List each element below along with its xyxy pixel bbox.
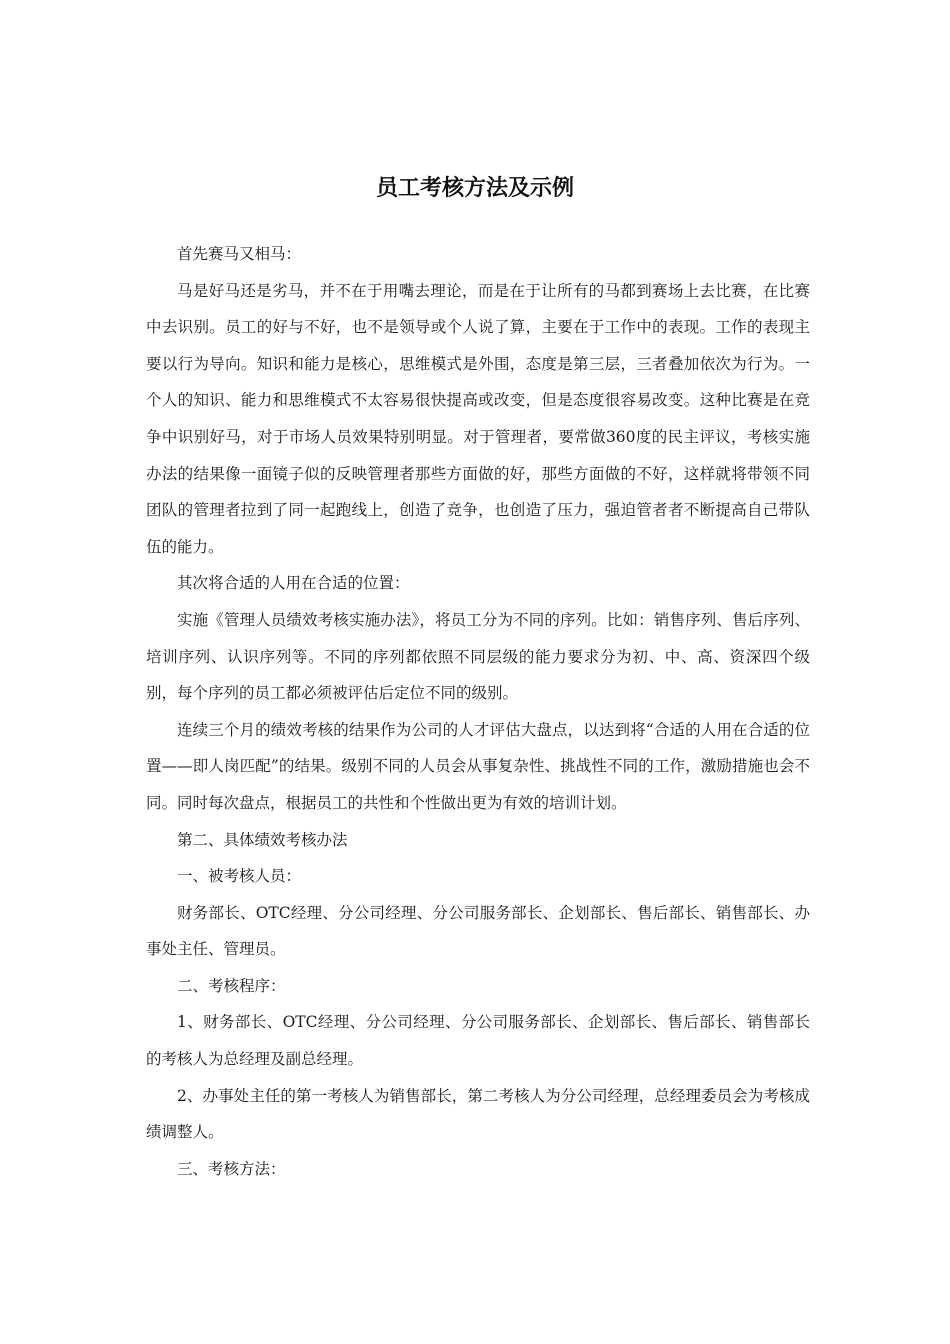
paragraph-heading-second: 其次将合适的人用在合适的位置： [177,574,410,593]
subsection-heading: 一、被考核人员： [177,867,302,886]
document-title: 员工考核方法及示例 [375,176,574,201]
paragraph: 连续三个月的绩效考核的结果作为公司的人才评估大盘点，以达到将“合适的人用在合适的位置——即人岗匹配”的结果。级别不同的人员会从事复杂性、挑战性不同的工作，激励措施也会不同。同时每次盘点，根据员工的共性和个性做出更为有效的培训计划。 [146,720,810,812]
section-heading: 第二、具体绩效考核办法 [177,830,348,849]
paragraph-heading-first: 首先赛马又相马： [177,245,302,263]
list-item: 1、财务部长、OTC经理、分公司经理、分公司服务部长、企划部长、售后部长、销售部长的考核人为总经理及副总经理。 [146,1013,810,1069]
paragraph: 马是好马还是劣马，并不在于用嘴去理论，而是在于让所有的马都到赛场上去比赛，在比赛中去识别。员工的好与不好，也不是领导或个人说了算，主要在于工作中的表现。工作的表现主要以行为导向。知识和能力是核心，思维模式是外围，态度是第三层，三者叠加依次为行为。一个人的知识、能力和思维模式不太容易很快提高或改变，但是态度很容易改变。这种比赛是在竞争中识别好马，对于市场人员效果特别明显。对于管理者，要常做360度的民主评议，考核实施办法的结果像一面镜子似的反映管理者那些方面做的好，那些方面做的不好，这样就将带领不同团队的管理者拉到了同一起跑线上，创造了竞争，也创造了压力，强迫管者者不断提高自己带队伍的能力。 [146,281,810,556]
list-item: 2、办事处主任的第一考核人为销售部长，第二考核人为分公司经理，总经理委员会为考核成绩调整人。 [146,1086,810,1142]
paragraph: 财务部长、OTC经理、分公司经理、分公司服务部长、企划部长、售后部长、销售部长、办事处主任、管理员。 [146,903,810,959]
document-body [146,236,810,1187]
subsection-heading: 二、考核程序： [177,976,286,995]
subsection-heading: 三、考核方法： [177,1159,286,1178]
paragraph: 实施《管理人员绩效考核实施办法》，将员工分为不同的序列。比如：销售序列、售后序列、培训序列、认识序列等。不同的序列都依照不同层级的能力要求分为初、中、高、资深四个级别，每个序列的员工都必须被评估后定位不同的级别。 [146,610,810,703]
